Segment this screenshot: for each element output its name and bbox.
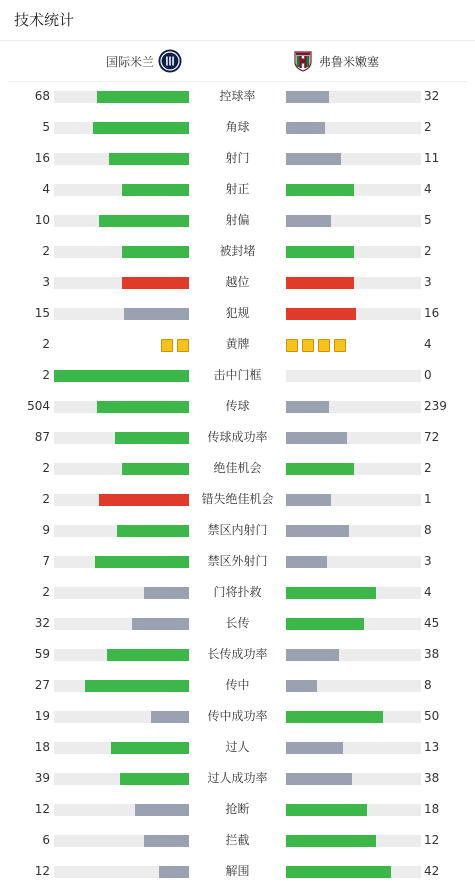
yellow-card-icon [177,339,189,352]
home-value: 2 [42,337,50,351]
fluminense-crest-icon [291,49,315,73]
away-bar-fill [286,122,325,134]
away-value: 4 [424,337,432,351]
home-bar-fill [124,308,189,320]
home-value: 59 [34,647,50,661]
home-bar-fill [151,711,189,723]
home-value: 2 [42,244,50,258]
away-value: 38 [424,771,440,785]
away-value: 2 [424,244,432,258]
away-bar-fill [286,835,376,847]
stat-label: 错失绝佳机会 [201,492,274,506]
home-value: 3 [42,275,50,289]
away-bar-fill [286,277,354,289]
away-value: 32 [424,89,440,103]
home-bar-track [54,153,189,165]
home-bar-track [54,680,189,692]
stat-row [0,763,475,794]
away-bar-fill [286,184,354,196]
home-bar-track [54,835,189,847]
home-bar-fill [85,680,189,692]
stat-label: 传球 [225,399,250,413]
home-value: 39 [34,771,50,785]
home-bar-track [54,649,189,661]
stat-row [0,453,475,484]
away-bar-track [286,680,421,692]
page-title: 技术统计 [0,0,475,41]
home-bar-track [54,804,189,816]
home-bar-fill [93,122,189,134]
home-bar-fill [99,494,189,506]
stat-label: 传球成功率 [207,430,268,444]
home-bar-track [54,122,189,134]
home-team-name: 国际米兰 [105,54,154,69]
away-bar-fill [286,711,383,723]
away-bar-fill [286,432,347,444]
home-value: 32 [34,616,50,630]
home-value: 18 [34,740,50,754]
stat-label: 门将扑救 [213,585,262,599]
yellow-card-icon [318,339,330,352]
away-bar-track [286,246,421,258]
home-bar-track [54,401,189,413]
away-bar-fill [286,525,349,537]
home-bar-track [54,246,189,258]
away-value: 12 [424,833,440,847]
home-bar-fill [132,618,189,630]
stats-list [0,81,475,887]
away-bar-track [286,277,421,289]
away-bar-fill [286,773,352,785]
home-bar-track [54,463,189,475]
stat-label: 传中成功率 [207,709,268,723]
home-value: 2 [42,585,50,599]
stat-row [0,267,475,298]
stat-row [0,236,475,267]
away-bar-track [286,556,421,568]
away-team-name: 弗鲁米嫩塞 [319,54,380,69]
stat-label: 拦截 [225,833,250,847]
home-bar-track [54,773,189,785]
stat-row [0,298,475,329]
stat-label: 绝佳机会 [213,461,262,475]
home-bar-fill [117,525,189,537]
away-bar-fill [286,463,354,475]
stat-label: 过人成功率 [207,771,268,785]
home-bar-track [54,370,189,382]
stat-row [0,81,475,112]
away-team[interactable] [291,49,379,73]
away-bar-fill [286,866,391,878]
away-bar-track [286,308,421,320]
away-value: 72 [424,430,440,444]
stat-label: 传中 [225,678,250,692]
away-bar-track [286,742,421,754]
away-value: 0 [424,368,432,382]
away-bar-track [286,525,421,537]
away-bar-track [286,463,421,475]
home-value: 2 [42,368,50,382]
home-team[interactable] [106,49,182,73]
home-value: 27 [34,678,50,692]
stat-label: 过人 [225,740,250,754]
stat-label: 长传成功率 [207,647,268,661]
home-bar-fill [122,463,190,475]
yellow-card-icon [334,339,346,352]
stat-row [0,422,475,453]
home-value: 19 [34,709,50,723]
away-bar-track [286,649,421,661]
home-value: 15 [34,306,50,320]
home-bar-fill [95,556,190,568]
stat-label: 黄牌 [225,337,250,351]
home-value: 2 [42,461,50,475]
home-bar-track [54,711,189,723]
away-value: 4 [424,585,432,599]
home-bar-track [54,556,189,568]
away-value: 4 [424,182,432,196]
stat-row [0,174,475,205]
home-bar-fill [122,277,190,289]
stat-label: 长传 [225,616,250,630]
stat-row [0,484,475,515]
away-value: 2 [424,461,432,475]
home-bar-fill [135,804,189,816]
home-bar-track [54,184,189,196]
home-bar-fill [54,370,189,382]
home-bar-fill [159,866,189,878]
stat-row [0,329,475,360]
stat-label: 抢断 [225,802,250,816]
home-value: 4 [42,182,50,196]
home-value: 12 [34,802,50,816]
away-bar-fill [286,246,354,258]
stat-row [0,825,475,856]
home-bar-track [54,91,189,103]
home-bar-fill [122,246,190,258]
away-value: 5 [424,213,432,227]
away-bar-fill [286,556,327,568]
away-bar-track [286,773,421,785]
stat-row [0,546,475,577]
away-cards [286,339,346,352]
home-bar-fill [122,184,190,196]
home-value: 6 [42,833,50,847]
away-bar-track [286,835,421,847]
stat-row [0,360,475,391]
away-value: 239 [424,399,447,413]
stat-row [0,515,475,546]
stat-row [0,732,475,763]
home-bar-fill [99,215,189,227]
home-value: 504 [27,399,50,413]
away-value: 3 [424,275,432,289]
away-bar-fill [286,401,329,413]
home-bar-fill [97,91,189,103]
home-value: 68 [34,89,50,103]
stat-label: 射正 [225,182,250,196]
away-bar-track [286,587,421,599]
stat-label: 击中门框 [213,368,262,382]
stat-row [0,391,475,422]
inter-milan-crest-icon [158,49,182,73]
stat-label: 禁区内射门 [207,523,268,537]
away-bar-track [286,711,421,723]
stat-row [0,701,475,732]
away-bar-fill [286,618,364,630]
home-value: 16 [34,151,50,165]
home-bar-fill [120,773,189,785]
stat-row [0,205,475,236]
away-value: 1 [424,492,432,506]
home-bar-track [54,308,189,320]
away-value: 42 [424,864,440,878]
away-value: 2 [424,120,432,134]
home-bar-track [54,432,189,444]
away-bar-fill [286,91,329,103]
stat-row [0,577,475,608]
home-value: 10 [34,213,50,227]
away-bar-track [286,215,421,227]
stat-label: 禁区外射门 [207,554,268,568]
home-value: 5 [42,120,50,134]
stat-row [0,639,475,670]
yellow-card-icon [161,339,173,352]
home-bar-fill [97,401,189,413]
stat-label: 越位 [225,275,250,289]
away-value: 13 [424,740,440,754]
stat-row [0,856,475,887]
away-bar-track [286,494,421,506]
home-bar-track [54,742,189,754]
away-value: 45 [424,616,440,630]
away-bar-track [286,370,421,382]
home-value: 7 [42,554,50,568]
home-bar-track [54,277,189,289]
away-bar-fill [286,153,341,165]
away-value: 8 [424,523,432,537]
away-bar-track [286,618,421,630]
teams-header [8,41,467,82]
away-value: 3 [424,554,432,568]
stat-label: 射偏 [225,213,250,227]
stat-row [0,143,475,174]
home-value: 2 [42,492,50,506]
home-cards [161,339,189,352]
home-bar-fill [144,835,189,847]
away-bar-track [286,432,421,444]
away-bar-track [286,866,421,878]
home-bar-fill [107,649,189,661]
stat-label: 射门 [225,151,250,165]
stat-label: 犯规 [225,306,250,320]
home-value: 87 [34,430,50,444]
away-bar-fill [286,215,331,227]
home-bar-track [54,494,189,506]
away-value: 50 [424,709,440,723]
stat-row [0,112,475,143]
stat-row [0,670,475,701]
away-bar-fill [286,680,317,692]
away-bar-track [286,804,421,816]
stat-row [0,794,475,825]
away-bar-fill [286,494,331,506]
home-bar-fill [111,742,189,754]
home-bar-fill [115,432,189,444]
away-bar-track [286,184,421,196]
stat-label: 被封堵 [219,244,256,258]
away-bar-fill [286,804,367,816]
stat-label: 解围 [225,864,250,878]
home-bar-track [54,525,189,537]
home-bar-track [54,215,189,227]
stat-row [0,608,475,639]
away-value: 11 [424,151,440,165]
home-value: 12 [34,864,50,878]
stat-label: 角球 [225,120,250,134]
home-bar-track [54,618,189,630]
home-bar-fill [144,587,189,599]
away-bar-track [286,401,421,413]
home-bar-track [54,866,189,878]
stat-label: 控球率 [219,89,256,103]
away-value: 18 [424,802,440,816]
away-value: 16 [424,306,440,320]
away-bar-fill [286,587,376,599]
home-bar-track [54,587,189,599]
away-bar-fill [286,742,343,754]
away-bar-track [286,91,421,103]
away-bar-fill [286,308,356,320]
away-bar-track [286,153,421,165]
yellow-card-icon [302,339,314,352]
home-value: 9 [42,523,50,537]
away-value: 38 [424,647,440,661]
away-bar-track [286,122,421,134]
away-bar-fill [286,649,339,661]
home-bar-fill [109,153,189,165]
yellow-card-icon [286,339,298,352]
away-value: 8 [424,678,432,692]
